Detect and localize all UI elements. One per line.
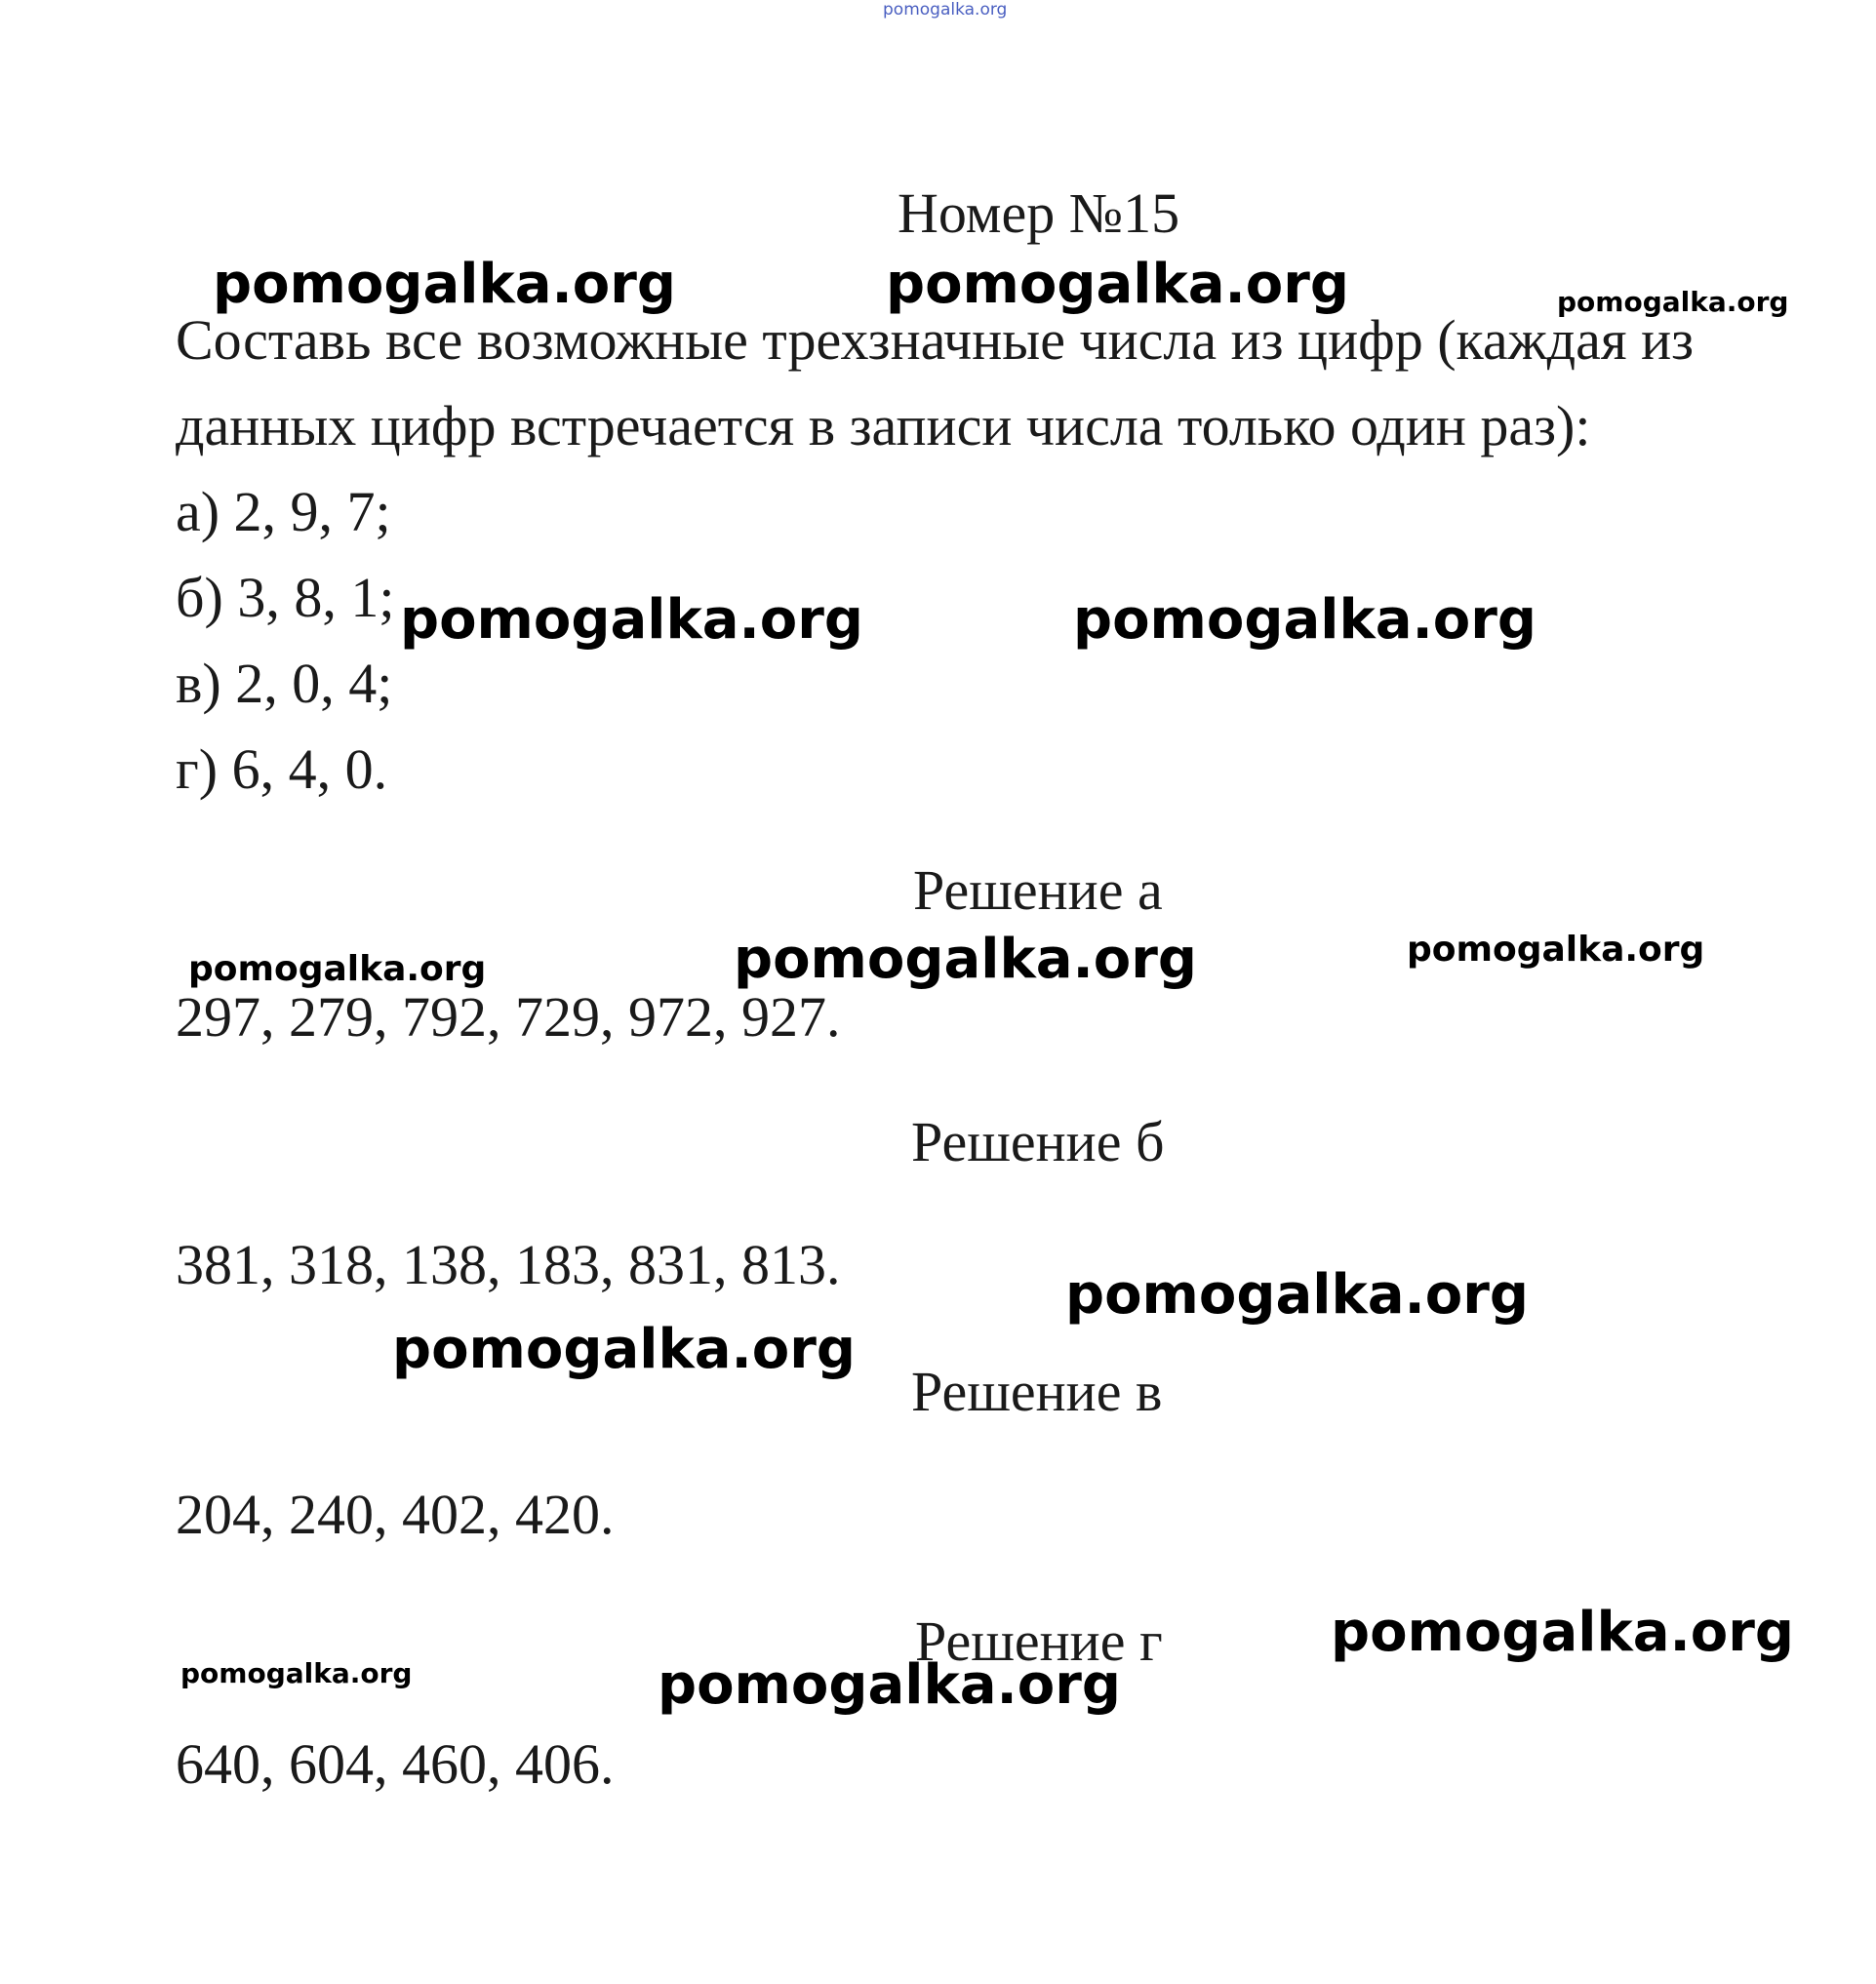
task-item-b: б) 3, 8, 1; — [176, 566, 395, 629]
solution-answer-b: 381, 318, 138, 183, 831, 813. — [176, 1233, 841, 1296]
page-title: Номер №15 — [898, 181, 1180, 245]
task-text-line-1: Составь все возможные трехзначные числа из цифр (каждая из — [176, 308, 1695, 372]
watermark: pomogalka.org — [400, 588, 863, 652]
watermark: pomogalka.org — [658, 1653, 1121, 1717]
solution-heading-a: Решение а — [913, 858, 1163, 922]
task-item-v: в) 2, 0, 4; — [176, 652, 393, 715]
watermark: pomogalka.org — [1557, 286, 1789, 318]
watermark: pomogalka.org — [886, 253, 1349, 316]
solution-heading-g: Решение г — [915, 1609, 1163, 1673]
watermark: pomogalka.org — [213, 253, 676, 316]
solution-answer-g: 640, 604, 460, 406. — [176, 1732, 615, 1796]
solution-answer-a: 297, 279, 792, 729, 972, 927. — [176, 985, 841, 1049]
watermark-top: pomogalka.org — [883, 0, 1008, 20]
solution-heading-b: Решение б — [911, 1110, 1165, 1173]
task-item-a: а) 2, 9, 7; — [176, 480, 391, 543]
watermark: pomogalka.org — [1065, 1263, 1529, 1327]
task-item-g: г) 6, 4, 0. — [176, 737, 388, 801]
solution-answer-v: 204, 240, 402, 420. — [176, 1483, 615, 1546]
watermark: pomogalka.org — [1073, 588, 1537, 652]
watermark: pomogalka.org — [180, 1657, 413, 1689]
watermark: pomogalka.org — [392, 1318, 856, 1381]
watermark: pomogalka.org — [188, 949, 487, 989]
watermark: pomogalka.org — [1331, 1601, 1794, 1664]
task-text-line-2: данных цифр встречается в записи числа только один раз): — [176, 394, 1591, 457]
solution-heading-v: Решение в — [911, 1360, 1163, 1423]
watermark: pomogalka.org — [734, 928, 1197, 991]
watermark: pomogalka.org — [1407, 930, 1705, 970]
